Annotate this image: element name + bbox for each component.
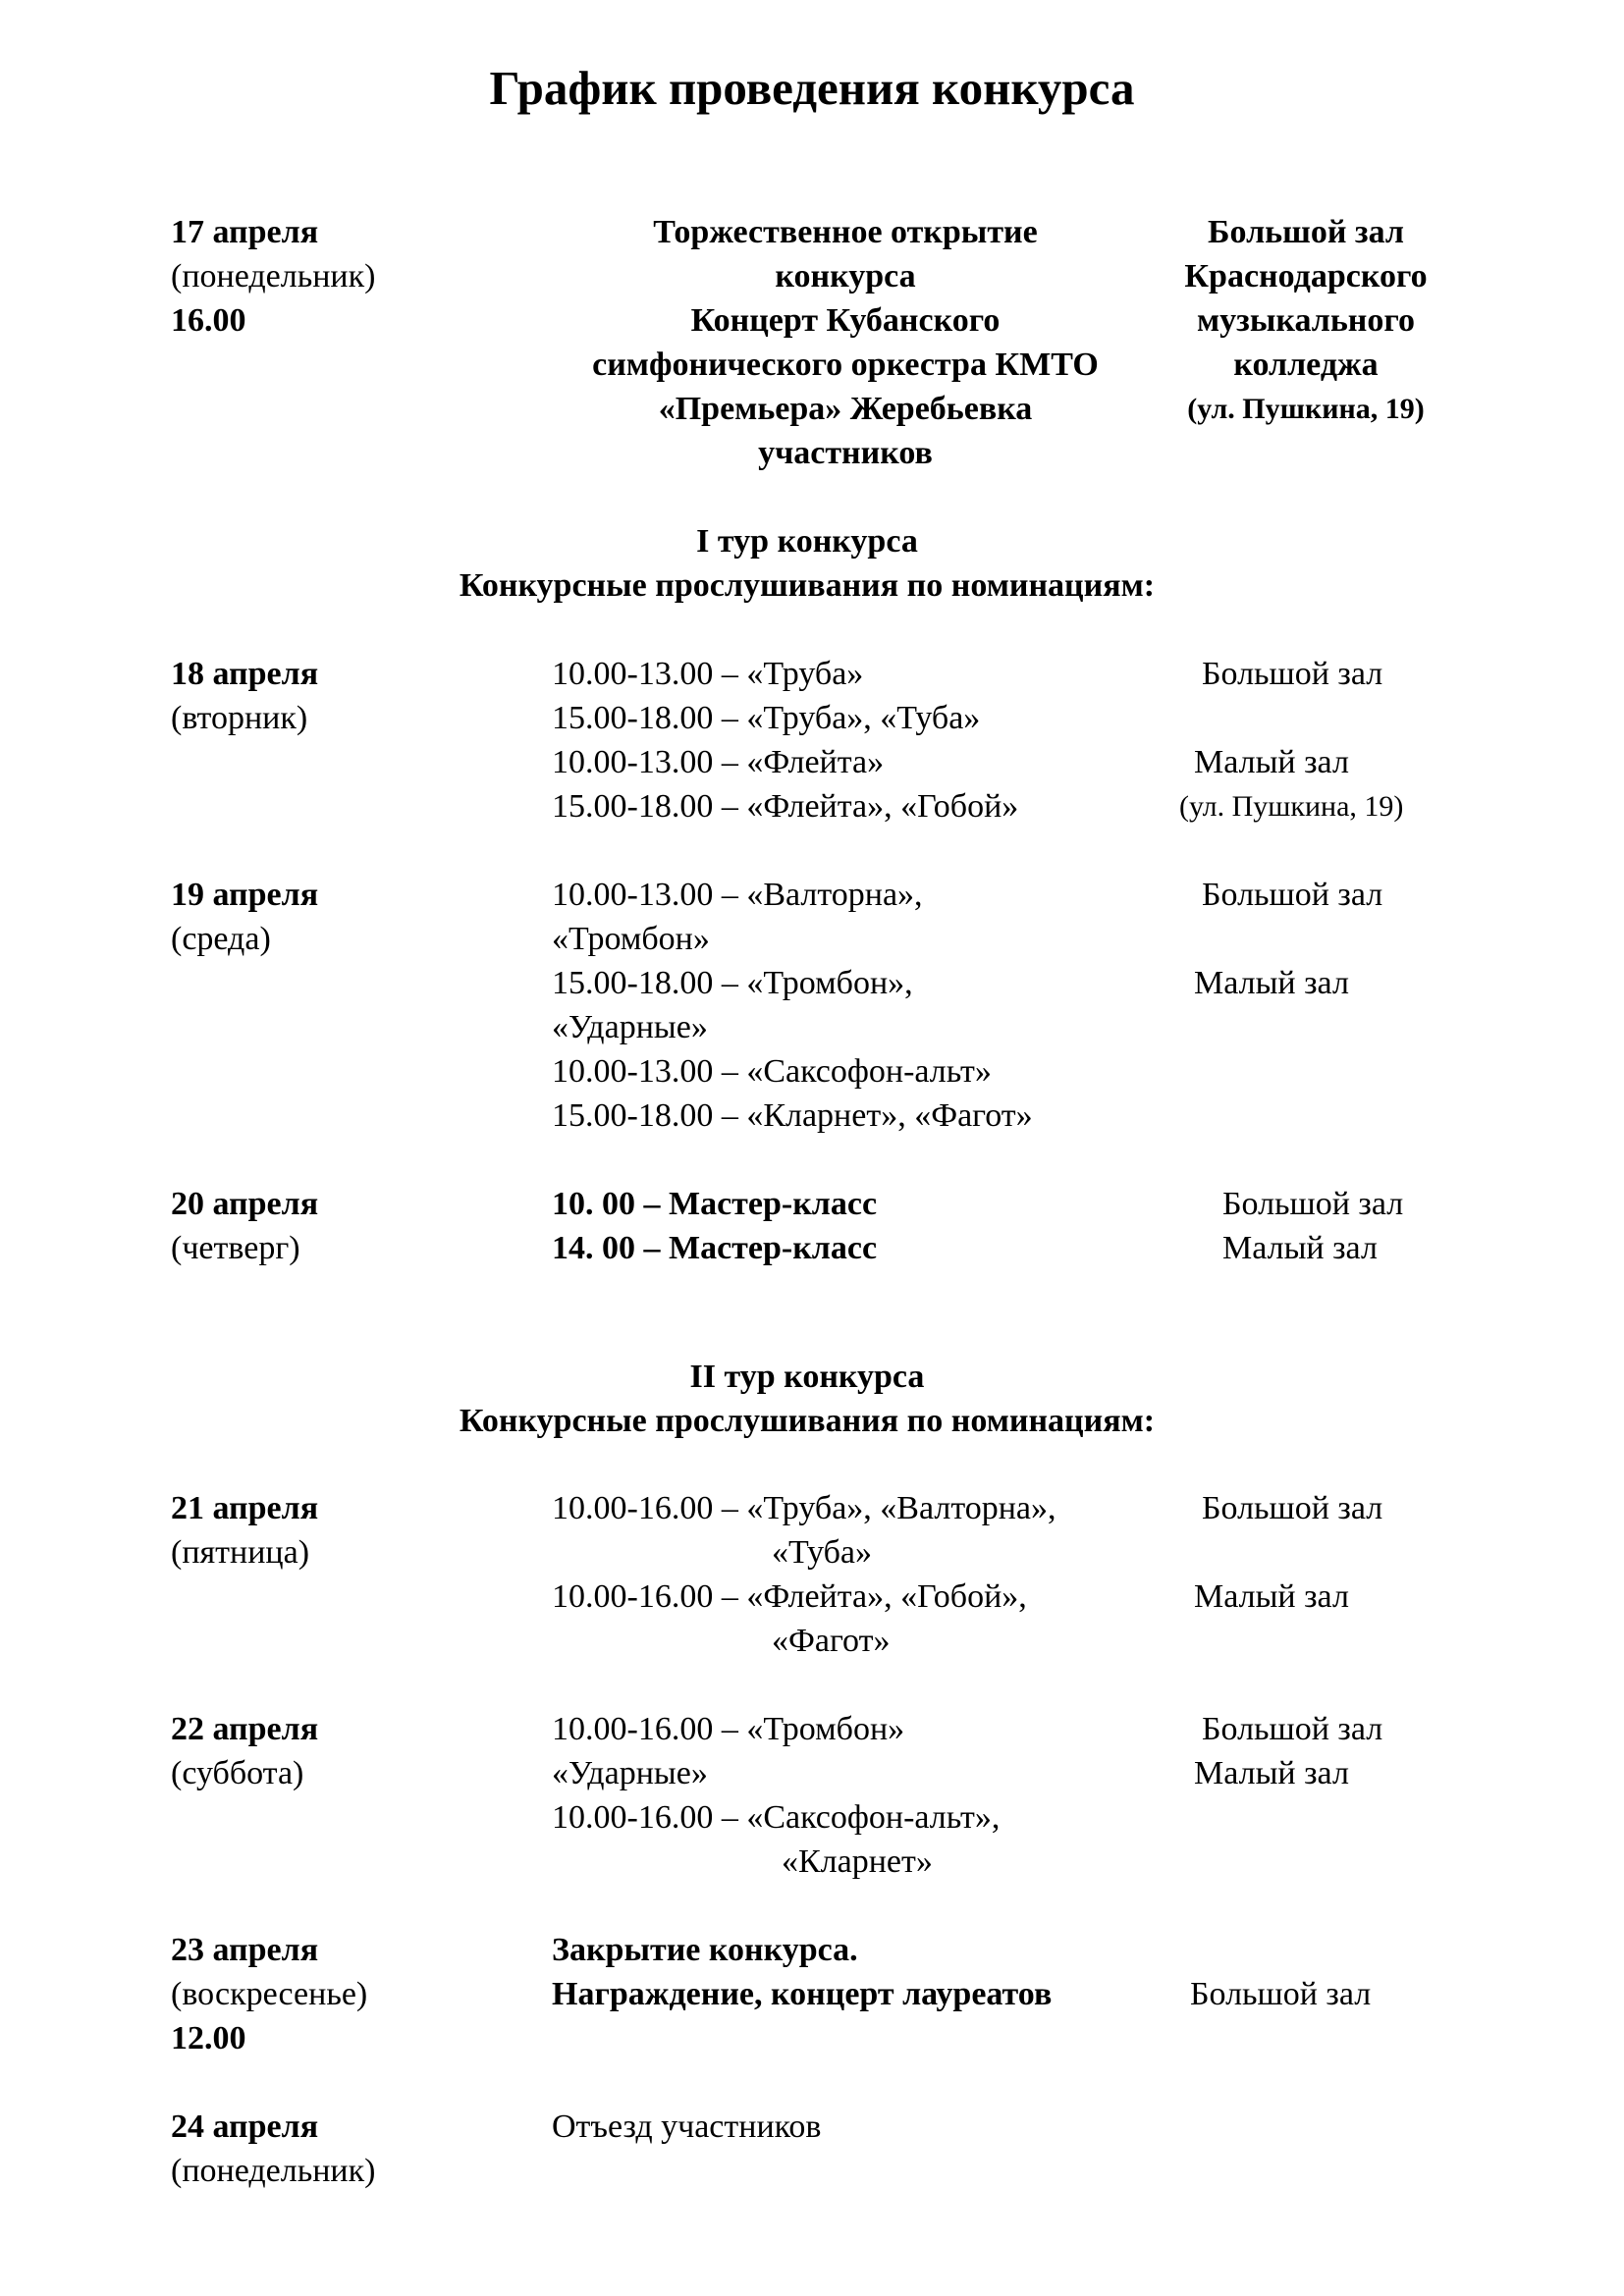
opening-time: 16.00 (171, 302, 246, 339)
day21-slot: 10.00-16.00 – «Труба», «Валторна», (552, 1490, 1056, 1526)
day18-date: 18 апреля (171, 656, 319, 692)
day19-slot: «Ударные» (552, 1009, 708, 1045)
day21-date: 21 апреля (171, 1490, 319, 1526)
closing-date: 23 апреля (171, 1932, 319, 1968)
day22-slot: 10.00-16.00 – «Саксофон-альт», (552, 1799, 1001, 1836)
day19-date: 19 апреля (171, 877, 319, 913)
opening-venue-line: Краснодарского (1184, 258, 1428, 294)
opening-event-line: Торжественное открытие (653, 214, 1038, 250)
day18-weekday: (вторник) (171, 700, 308, 736)
day21-slot: «Туба» (772, 1534, 873, 1571)
day19-slot: 15.00-18.00 – «Тромбон», (552, 965, 913, 1001)
opening-event-line: участников (758, 435, 933, 471)
opening-event-line: «Премьера» Жеребьевка (658, 391, 1033, 427)
round1-heading: I тур конкурса (696, 523, 918, 560)
opening-venue-line: колледжа (1233, 347, 1379, 383)
departure-date: 24 апреля (171, 2109, 319, 2145)
day22-venue-small: Малый зал (1194, 1755, 1349, 1791)
round1-subheading: Конкурсные прослушивания по номинациям: (459, 567, 1156, 604)
day19-weekday: (среда) (171, 921, 271, 957)
day22-venue-big: Большой зал (1202, 1711, 1383, 1747)
page-title: График проведения конкурса (489, 61, 1135, 115)
opening-weekday: (понедельник) (171, 258, 376, 294)
departure-event: Отъезд участников (552, 2109, 822, 2145)
day19-slot: 10.00-13.00 – «Валторна», (552, 877, 923, 913)
day21-venue-big: Большой зал (1202, 1490, 1383, 1526)
closing-event-line: Награждение, концерт лауреатов (552, 1976, 1053, 2012)
day20-venue-small: Малый зал (1222, 1230, 1378, 1266)
closing-weekday: (воскресенье) (171, 1976, 368, 2012)
day20-venue-big: Большой зал (1222, 1186, 1404, 1222)
opening-date: 17 апреля (171, 214, 319, 250)
day18-slot: 10.00-13.00 – «Флейта» (552, 744, 885, 780)
closing-event-line: Закрытие конкурса. (552, 1932, 858, 1968)
day19-venue-small: Малый зал (1194, 965, 1349, 1001)
day21-venue-small: Малый зал (1194, 1578, 1349, 1615)
day22-slot: «Ударные» (552, 1755, 708, 1791)
day22-date: 22 апреля (171, 1711, 319, 1747)
departure-weekday: (понедельник) (171, 2153, 376, 2189)
opening-venue-line: Большой зал (1208, 214, 1404, 250)
day21-slot: 10.00-16.00 – «Флейта», «Гобой», (552, 1578, 1027, 1615)
round2-heading: II тур конкурса (689, 1359, 925, 1395)
day18-slot: 15.00-18.00 – «Флейта», «Гобой» (552, 788, 1019, 825)
day19-slot: 15.00-18.00 – «Кларнет», «Фагот» (552, 1097, 1033, 1134)
day21-weekday: (пятница) (171, 1534, 310, 1571)
day19-venue-big: Большой зал (1202, 877, 1383, 913)
day18-venue-big: Большой зал (1202, 656, 1383, 692)
opening-venue-line: музыкального (1197, 302, 1415, 339)
round2-subheading: Конкурсные прослушивания по номинациям: (459, 1403, 1156, 1439)
day20-slot: 10. 00 – Мастер-класс (552, 1186, 878, 1222)
opening-event-line: Концерт Кубанского (690, 302, 1001, 339)
day21-slot: «Фагот» (772, 1623, 891, 1659)
day22-slot: 10.00-16.00 – «Тромбон» (552, 1711, 905, 1747)
day20-slot: 14. 00 – Мастер-класс (552, 1230, 878, 1266)
day18-address: (ул. Пушкина, 19) (1179, 790, 1404, 823)
day22-weekday: (суббота) (171, 1755, 304, 1791)
day20-weekday: (четверг) (171, 1230, 300, 1266)
opening-event-line: конкурса (775, 258, 916, 294)
day22-slot: «Кларнет» (782, 1843, 933, 1880)
day18-venue-small: Малый зал (1194, 744, 1349, 780)
closing-time: 12.00 (171, 2020, 246, 2056)
opening-venue-address: (ул. Пушкина, 19) (1187, 393, 1425, 425)
day19-slot: 10.00-13.00 – «Саксофон-альт» (552, 1053, 992, 1090)
day18-slot: 10.00-13.00 – «Труба» (552, 656, 864, 692)
day20-date: 20 апреля (171, 1186, 319, 1222)
day19-slot: «Тромбон» (552, 921, 710, 957)
opening-event-line: симфонического оркестра КМТО (592, 347, 1099, 383)
day18-slot: 15.00-18.00 – «Труба», «Туба» (552, 700, 981, 736)
closing-venue: Большой зал (1190, 1976, 1372, 2012)
